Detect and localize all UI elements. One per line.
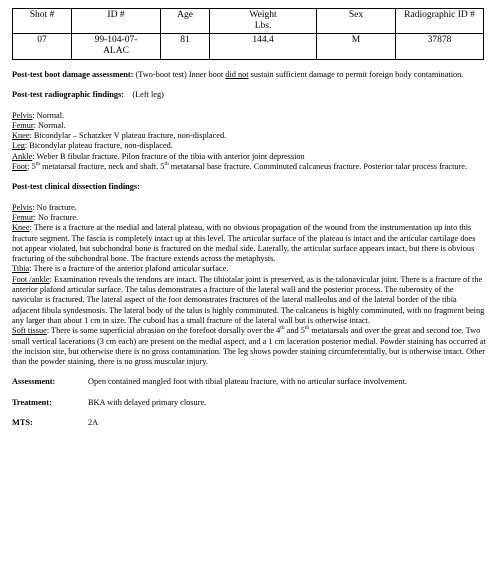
cell-shot: 07 [13, 34, 72, 60]
finding-text: metatarsal fracture, neck and shaft. 5 [40, 162, 165, 172]
boot-damage-emphasis: did not [225, 70, 249, 79]
superscript: th [304, 325, 310, 332]
finding-text: : Normal. [33, 120, 66, 130]
treatment-label: Treatment: [12, 397, 52, 407]
mts-label: MTS: [12, 418, 33, 428]
radiographic-heading [12, 90, 486, 100]
boot-damage-text-end: sustain sufficient damage to permit foreign body contamination. [248, 70, 464, 79]
finding-text: metatarsals and over the great and second toe. Two small vertical lacerations (3 cm each) are present on the medial aspect, and a 1 cm laceration posterior medial. Powder staining has occurred at the incision site, but otherwise there is no gross contamination. The leg shows powder staining circumferentially, but is otherwise intact. Other than the powder staining, there is no gross muscular injury. [12, 326, 486, 367]
cell-weight: 144.4 [210, 34, 317, 60]
table-row [13, 34, 484, 60]
finding-item [12, 275, 486, 326]
finding-text: : Bicondylar – Schatzker V plateau fracture, non-displaced. [29, 131, 227, 141]
column-header-radiographic-id: Radiographic ID # [396, 9, 484, 34]
radiographic-side: (Left leg) [124, 90, 164, 100]
finding-text: : There is a fracture at the medial and lateral plateau, with no obvious propagation of the wound from the instrumentation up into this fracture segment. The fascia is completely intact up at this level. The articular surface of the plateau is intact and the articular cartilage does not appear violated, but subchondral bone is fractured on the medial side. Laterally, the articular surface appears intact, but there is obvious fracturing of the subchondral bone. The fracture extends across the metaphysis. [12, 223, 476, 264]
assessment-value: Open contained mangled foot with tibial plateau fracture, with no articular surface involvement. [88, 377, 407, 387]
finding-key: Foot /ankle [12, 274, 50, 284]
dissection-soft-tissue-item [12, 326, 486, 367]
superscript: th [35, 161, 41, 168]
finding-key: Pelvis [12, 110, 33, 120]
boot-damage-label: Post-test boot damage assessment: [12, 70, 134, 79]
treatment-row [12, 398, 486, 408]
column-header-shot: Shot # [13, 9, 72, 34]
superscript: th [280, 325, 285, 332]
treatment-value: BKA with delayed primary closure. [88, 397, 207, 407]
finding-key: Femur [12, 120, 34, 130]
finding-key: Leg [12, 141, 25, 151]
column-header-id: ID # [72, 9, 161, 34]
assessment-label: Assessment: [12, 377, 56, 387]
finding-item [12, 141, 486, 151]
cell-sex: M [317, 34, 396, 60]
table-header-row [13, 9, 484, 34]
subject-info-table [12, 8, 484, 60]
finding-text: : Normal. [32, 110, 65, 120]
finding-key: Femur [12, 212, 34, 222]
finding-item [12, 213, 486, 223]
assessment-row [12, 377, 486, 387]
finding-text: : There is a fracture of the anterior plafond articular surface. [29, 264, 229, 274]
finding-key: Soft tissue [12, 326, 47, 336]
finding-key: Pelvis [12, 202, 33, 212]
radiographic-label: Post-test radiographic findings: [12, 90, 125, 100]
finding-text: : No fracture. [33, 212, 79, 222]
finding-key: Foot [12, 162, 28, 172]
finding-item [12, 152, 486, 162]
finding-key: Tibia [12, 264, 30, 274]
finding-text: and 5 [284, 326, 305, 336]
finding-key: Ankle [12, 151, 33, 161]
cell-id: 99-104-07- ALAC [72, 34, 161, 60]
finding-text: : Weber B fibular fracture. Pilon fracture of the tibia with anterior joint depression [32, 151, 305, 161]
finding-item [12, 131, 486, 141]
finding-text: metatarsal base fracture. Comminuted calcaneus fracture. Posterior talar process fracture. [168, 162, 468, 172]
finding-text: : 5 [27, 162, 36, 172]
column-header-sex: Sex [317, 9, 396, 34]
radiographic-foot-item [12, 162, 486, 172]
finding-text: : There is some superficial abrasion on the forefoot dorsally over the 4 [46, 326, 281, 336]
cell-age: 81 [161, 34, 210, 60]
mts-row [12, 418, 486, 428]
finding-text: : Examination reveals the tendons are intact. The tibiotalar joint is preserved, as is the talonavicular joint. There is a fracture of the anterior plafond articular surface. The talus demonstrates a fracture of the lateral wall and the posterior process. The tuberosity of the navicular is fractured. The lateral aspect of the foot demonstrates fractures of the lateral malleolus and of the lateral border of the tibia adjacent fibula syndesmosis. The lateral body of the talus is highly comminuted. The calcaneus is highly comminuted, with no fragment being any larger than about 1 cm in size. The cuboid has a small fracture of the lateral wall but is otherwise intact. [12, 274, 485, 325]
dissection-label: Post-test clinical dissection findings: [12, 182, 140, 192]
boot-damage-text: (Two-boot test) Inner boot [133, 70, 226, 79]
finding-item [12, 223, 486, 264]
finding-key: Knee [12, 223, 30, 233]
mts-value: 2A [88, 418, 99, 428]
column-header-age: Age [161, 9, 210, 34]
boot-damage-paragraph [12, 70, 486, 80]
superscript: th [164, 161, 169, 168]
column-header-weight: Weight Lbs. [210, 9, 317, 34]
cell-radiographic-id: 37878 [396, 34, 484, 60]
report-body [12, 70, 486, 428]
finding-item [12, 111, 486, 121]
finding-item [12, 121, 486, 131]
finding-text: : No fracture. [32, 202, 77, 212]
finding-key: Knee [12, 131, 30, 141]
dissection-heading [12, 182, 486, 192]
dissection-findings-list [12, 203, 486, 327]
radiographic-findings-list [12, 111, 486, 162]
finding-item [12, 203, 486, 213]
finding-item [12, 264, 486, 274]
finding-text: : Bicondylar plateau fracture, non-displaced. [24, 141, 173, 151]
